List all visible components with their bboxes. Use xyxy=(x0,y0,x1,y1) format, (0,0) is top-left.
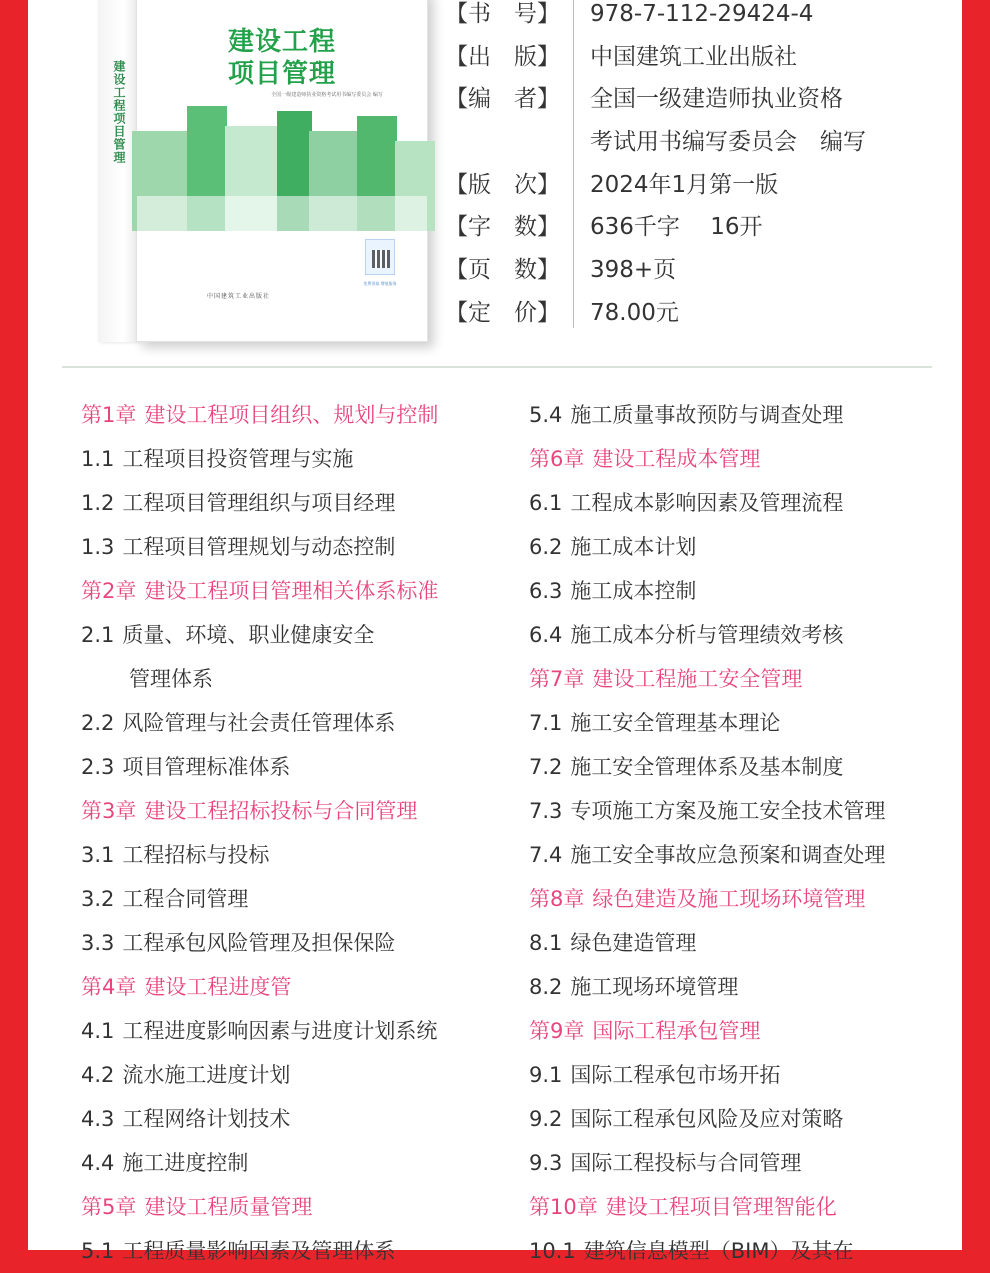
toc-text: 建设工程项目管理智能化 xyxy=(605,1195,837,1219)
toc-chapter-heading xyxy=(529,1185,837,1229)
toc-section-item xyxy=(81,745,290,789)
info-value: 636千字 16开 xyxy=(590,214,763,240)
toc-text: 施工安全管理体系及基本制度 xyxy=(570,755,844,779)
toc-text: 建设工程质量管理 xyxy=(144,1195,313,1219)
cover-subtitle: 全国一级建造师执业资格考试用书编写委员会 编写 xyxy=(271,92,383,98)
toc-chapter-heading xyxy=(81,789,417,833)
info-value: 2024年1月第一版 xyxy=(590,172,779,198)
toc-chapter-heading xyxy=(529,1009,760,1053)
toc-text: 施工安全事故应急预案和调查处理 xyxy=(570,843,886,867)
toc-number: 9.1 xyxy=(529,1063,563,1087)
book-info-section xyxy=(28,0,962,360)
info-value: 中国建筑工业出版社 xyxy=(590,44,797,70)
toc-text: 绿色建造及施工现场环境管理 xyxy=(592,887,866,911)
toc-number: 9.3 xyxy=(529,1151,563,1175)
toc-number: 第7章 xyxy=(529,667,585,691)
info-label: 【定 价】 xyxy=(445,300,560,326)
info-value: 全国一级建造师执业资格 xyxy=(590,86,843,112)
toc-text: 施工成本控制 xyxy=(570,579,697,603)
info-value: 398+页 xyxy=(590,257,677,283)
toc-text: 质量、环境、职业健康安全 xyxy=(122,623,375,647)
toc-section-item xyxy=(81,481,395,525)
toc-number: 10.1 xyxy=(529,1239,576,1263)
toc-text: 工程进度影响因素与进度计划系统 xyxy=(122,1019,438,1043)
toc-text: 流水施工进度计划 xyxy=(122,1063,291,1087)
toc-number: 6.1 xyxy=(529,491,563,515)
toc-number: 2.1 xyxy=(81,623,115,647)
cover-title-line1: 建设工程 xyxy=(227,27,336,57)
toc-section-item xyxy=(529,1053,780,1097)
toc-chapter-heading xyxy=(81,393,438,437)
toc-number: 第6章 xyxy=(529,447,585,471)
toc-number: 第1章 xyxy=(81,403,137,427)
toc-text: 绿色建造管理 xyxy=(570,931,697,955)
toc-text: 建设工程招标投标与合同管理 xyxy=(144,799,418,823)
spine-title: 建设工程项目管理 xyxy=(112,60,126,164)
toc-text: 建筑信息模型（BIM）及其在 xyxy=(583,1239,854,1263)
info-label: 【页 数】 xyxy=(445,257,560,283)
toc-section-item xyxy=(529,481,843,525)
toc-text: 项目管理标准体系 xyxy=(122,755,291,779)
toc-number: 4.2 xyxy=(81,1063,115,1087)
toc-number: 1.3 xyxy=(81,535,115,559)
book-front-cover xyxy=(136,0,428,342)
toc-number: 4.4 xyxy=(81,1151,115,1175)
toc-chapter-heading xyxy=(529,657,802,701)
toc-section-item xyxy=(81,1097,290,1141)
toc-number: 6.4 xyxy=(529,623,563,647)
info-divider xyxy=(573,0,574,328)
book-cover xyxy=(98,0,428,342)
toc-text: 建设工程项目管理相关体系标准 xyxy=(144,579,439,603)
toc-number: 1.2 xyxy=(81,491,115,515)
info-value: 978-7-112-29424-4 xyxy=(590,1,814,27)
toc-number: 7.3 xyxy=(529,799,563,823)
toc-text: 专项施工方案及施工安全技术管理 xyxy=(570,799,886,823)
toc-text: 工程项目投资管理与实施 xyxy=(122,447,354,471)
toc-chapter-heading xyxy=(529,437,760,481)
qr-code-icon xyxy=(365,239,395,275)
toc-text: 工程项目管理组织与项目经理 xyxy=(122,491,396,515)
toc-number: 6.2 xyxy=(529,535,563,559)
toc-section-item xyxy=(529,393,843,437)
toc-text: 建设工程施工安全管理 xyxy=(592,667,803,691)
info-label: 【编 者】 xyxy=(445,86,560,112)
toc-section-item xyxy=(529,833,885,877)
info-value: 78.00元 xyxy=(590,300,679,326)
toc-number: 第4章 xyxy=(81,975,137,999)
toc-text: 建设工程成本管理 xyxy=(592,447,761,471)
toc-section-item xyxy=(81,1229,395,1273)
cover-title-line2: 项目管理 xyxy=(227,59,336,89)
info-label: 【书 号】 xyxy=(445,1,560,27)
toc-section-item xyxy=(529,613,843,657)
toc-section-item xyxy=(81,833,269,877)
toc-chapter-heading xyxy=(81,965,291,1009)
toc-section-item xyxy=(529,1141,801,1185)
toc-number: 4.3 xyxy=(81,1107,115,1131)
toc-number: 8.2 xyxy=(529,975,563,999)
toc-section-item xyxy=(529,789,885,833)
toc-section-item xyxy=(81,1053,290,1097)
toc-section-item xyxy=(81,613,374,657)
toc-number: 第8章 xyxy=(529,887,585,911)
toc-number: 第3章 xyxy=(81,799,137,823)
toc-section-item xyxy=(529,701,780,745)
toc-text: 国际工程承包风险及应对策略 xyxy=(570,1107,844,1131)
toc-text: 国际工程投标与合同管理 xyxy=(570,1151,802,1175)
info-label: 【字 数】 xyxy=(445,214,560,240)
info-value: 考试用书编写委员会 编写 xyxy=(590,129,866,155)
toc-section-item xyxy=(81,877,248,921)
toc-text: 工程招标与投标 xyxy=(122,843,270,867)
toc-number: 第9章 xyxy=(529,1019,585,1043)
toc-number: 2.3 xyxy=(81,755,115,779)
toc-chapter-heading xyxy=(81,1185,312,1229)
toc-number: 7.2 xyxy=(529,755,563,779)
toc-text: 建设工程进度管 xyxy=(144,975,292,999)
toc-section-item xyxy=(81,921,395,965)
toc-number: 7.1 xyxy=(529,711,563,735)
toc-number: 3.2 xyxy=(81,887,115,911)
toc-number: 第2章 xyxy=(81,579,137,603)
toc-text: 施工进度控制 xyxy=(122,1151,249,1175)
cover-city-illustration xyxy=(137,101,427,231)
toc-text: 风险管理与社会责任管理体系 xyxy=(122,711,396,735)
content-panel xyxy=(28,0,962,1263)
toc-section-item xyxy=(529,569,696,613)
toc-text: 管理体系 xyxy=(129,667,213,691)
toc-section-item xyxy=(529,965,738,1009)
cover-publisher: 中国建筑工业出版社 xyxy=(207,293,271,300)
toc-number: 5.1 xyxy=(81,1239,115,1263)
toc-section-item xyxy=(81,1141,248,1185)
toc-text: 工程质量影响因素及管理体系 xyxy=(122,1239,396,1263)
toc-text: 施工成本分析与管理绩效考核 xyxy=(570,623,844,647)
toc-section-item xyxy=(529,745,843,789)
info-label: 【出 版】 xyxy=(445,44,560,70)
toc-section-item xyxy=(529,525,696,569)
toc-number: 7.4 xyxy=(529,843,563,867)
toc-section-item xyxy=(529,1229,853,1273)
toc-text: 施工成本计划 xyxy=(570,535,697,559)
toc-section-item xyxy=(81,1009,437,1053)
toc-number: 4.1 xyxy=(81,1019,115,1043)
section-divider xyxy=(62,366,932,368)
toc-text: 工程网络计划技术 xyxy=(122,1107,291,1131)
toc-number: 2.2 xyxy=(81,711,115,735)
toc-chapter-heading xyxy=(81,569,438,613)
toc-text: 施工现场环境管理 xyxy=(570,975,739,999)
toc-text: 工程承包风险管理及担保保险 xyxy=(122,931,396,955)
toc-section-item xyxy=(529,1097,843,1141)
toc-section-item xyxy=(81,525,395,569)
toc-number: 第5章 xyxy=(81,1195,137,1219)
toc-section-item xyxy=(81,657,213,701)
toc-text: 施工质量事故预防与调查处理 xyxy=(570,403,844,427)
toc-number: 3.3 xyxy=(81,931,115,955)
toc-section-item xyxy=(81,701,395,745)
toc-section-item xyxy=(81,437,353,481)
toc-number: 6.3 xyxy=(529,579,563,603)
toc-number: 9.2 xyxy=(529,1107,563,1131)
toc-text: 国际工程承包市场开拓 xyxy=(570,1063,781,1087)
toc-text: 建设工程项目组织、规划与控制 xyxy=(144,403,439,427)
toc-number: 3.1 xyxy=(81,843,115,867)
toc-text: 施工安全管理基本理论 xyxy=(570,711,781,735)
toc-number: 1.1 xyxy=(81,447,115,471)
toc-section-item xyxy=(529,921,696,965)
toc-text: 工程项目管理规划与动态控制 xyxy=(122,535,396,559)
toc-number: 第10章 xyxy=(529,1195,598,1219)
info-label: 【版 次】 xyxy=(445,172,560,198)
toc-text: 工程成本影响因素及管理流程 xyxy=(570,491,844,515)
toc-text: 国际工程承包管理 xyxy=(592,1019,761,1043)
qr-caption: 免费领取 增值服务 xyxy=(363,281,397,286)
toc-number: 8.1 xyxy=(529,931,563,955)
toc-text: 工程合同管理 xyxy=(122,887,249,911)
toc-chapter-heading xyxy=(529,877,865,921)
toc-number: 5.4 xyxy=(529,403,563,427)
